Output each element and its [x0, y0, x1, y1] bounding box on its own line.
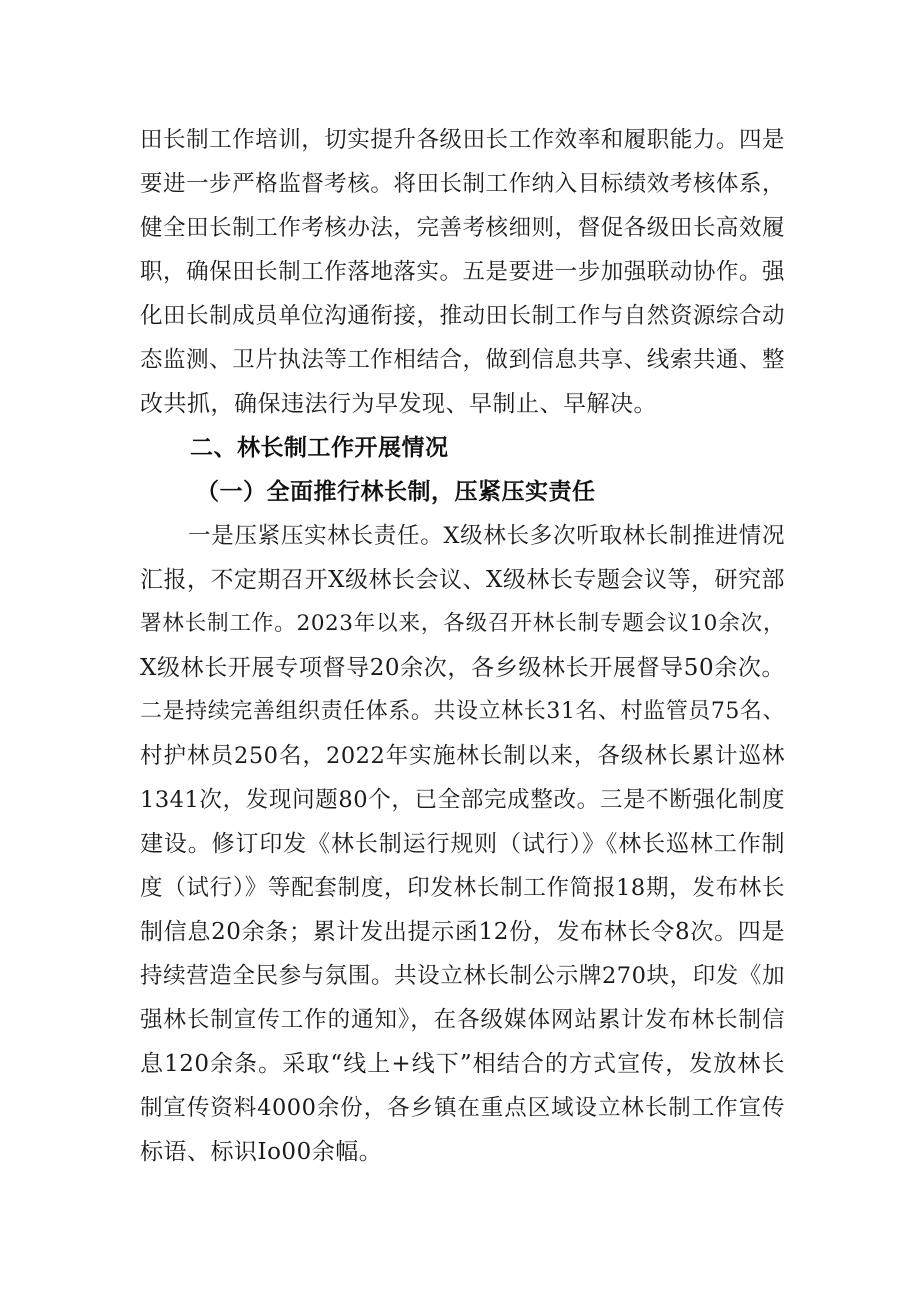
text-line: 村护林员250名，2022年实施林长制以来，各级林长累计巡林 [140, 743, 785, 769]
text-line: 化田长制成员单位沟通衔接，推动田长制工作与自然资源综合动 [140, 303, 785, 329]
text-line: 强林长制宣传工作的通知》，在各级媒体网站累计发布林长制信 [140, 1007, 785, 1033]
text-line: 田长制工作培训，切实提升各级田长工作效率和履职能力。四是 [140, 127, 785, 153]
text-line: 态监测、卫片执法等工作相结合，做到信息共享、线索共通、整 [140, 347, 785, 373]
text-line: 制信息20余条；累计发出提示函12份，发布林长令8次。四是 [140, 919, 785, 945]
text-line: 持续营造全民参与氛围。共设立林长制公示牌270块，印发《加 [140, 963, 785, 989]
text-line: 二是持续完善组织责任体系。共设立林长31名、村监管员75名、 [140, 699, 785, 724]
text-line: 1341次，发现问题80个，已全部完成整改。三是不断强化制度 [140, 787, 785, 813]
text-line: 一是压紧压实林长责任。X级林长多次听取林长制推进情况 [188, 523, 785, 549]
text-line: 要进一步严格监督考核。将田长制工作纳入目标绩效考核体系， [140, 171, 785, 197]
text-line: 健全田长制工作考核办法，完善考核细则，督促各级田长高效履 [140, 215, 785, 241]
text-line: 汇报，不定期召开X级林长会议、X级林长专题会议等，研究部 [140, 567, 785, 593]
text-line: 度（试行）》等配套制度，印发林长制工作简报18期，发布林长 [140, 875, 785, 901]
text-line: 标语、标识Io00余幅。 [140, 1139, 383, 1165]
subsection-heading: （一）全面推行林长制，压紧压实责任 [196, 479, 596, 505]
section-heading: 二、林长制工作开展情况 [190, 435, 449, 461]
text-line: 建设。修订印发《林长制运行规则（试行）》《林长巡林工作制 [140, 831, 785, 857]
text-line: 职，确保田长制工作落地落实。五是要进一步加强联动协作。强 [140, 259, 785, 285]
text-line: X级林长开展专项督导20余次，各乡级林长开展督导50余次。 [140, 655, 785, 681]
text-line: 署林长制工作。2023年以来，各级召开林长制专题会议10余次， [140, 611, 785, 636]
text-line: 改共抓，确保违法行为早发现、早制止、早解决。 [140, 391, 657, 417]
text-line: 息120余条。采取“线上+线下”相结合的方式宣传，发放林长 [140, 1051, 785, 1077]
text-line: 制宣传资料4000余份，各乡镇在重点区域设立林长制工作宣传 [140, 1095, 785, 1121]
